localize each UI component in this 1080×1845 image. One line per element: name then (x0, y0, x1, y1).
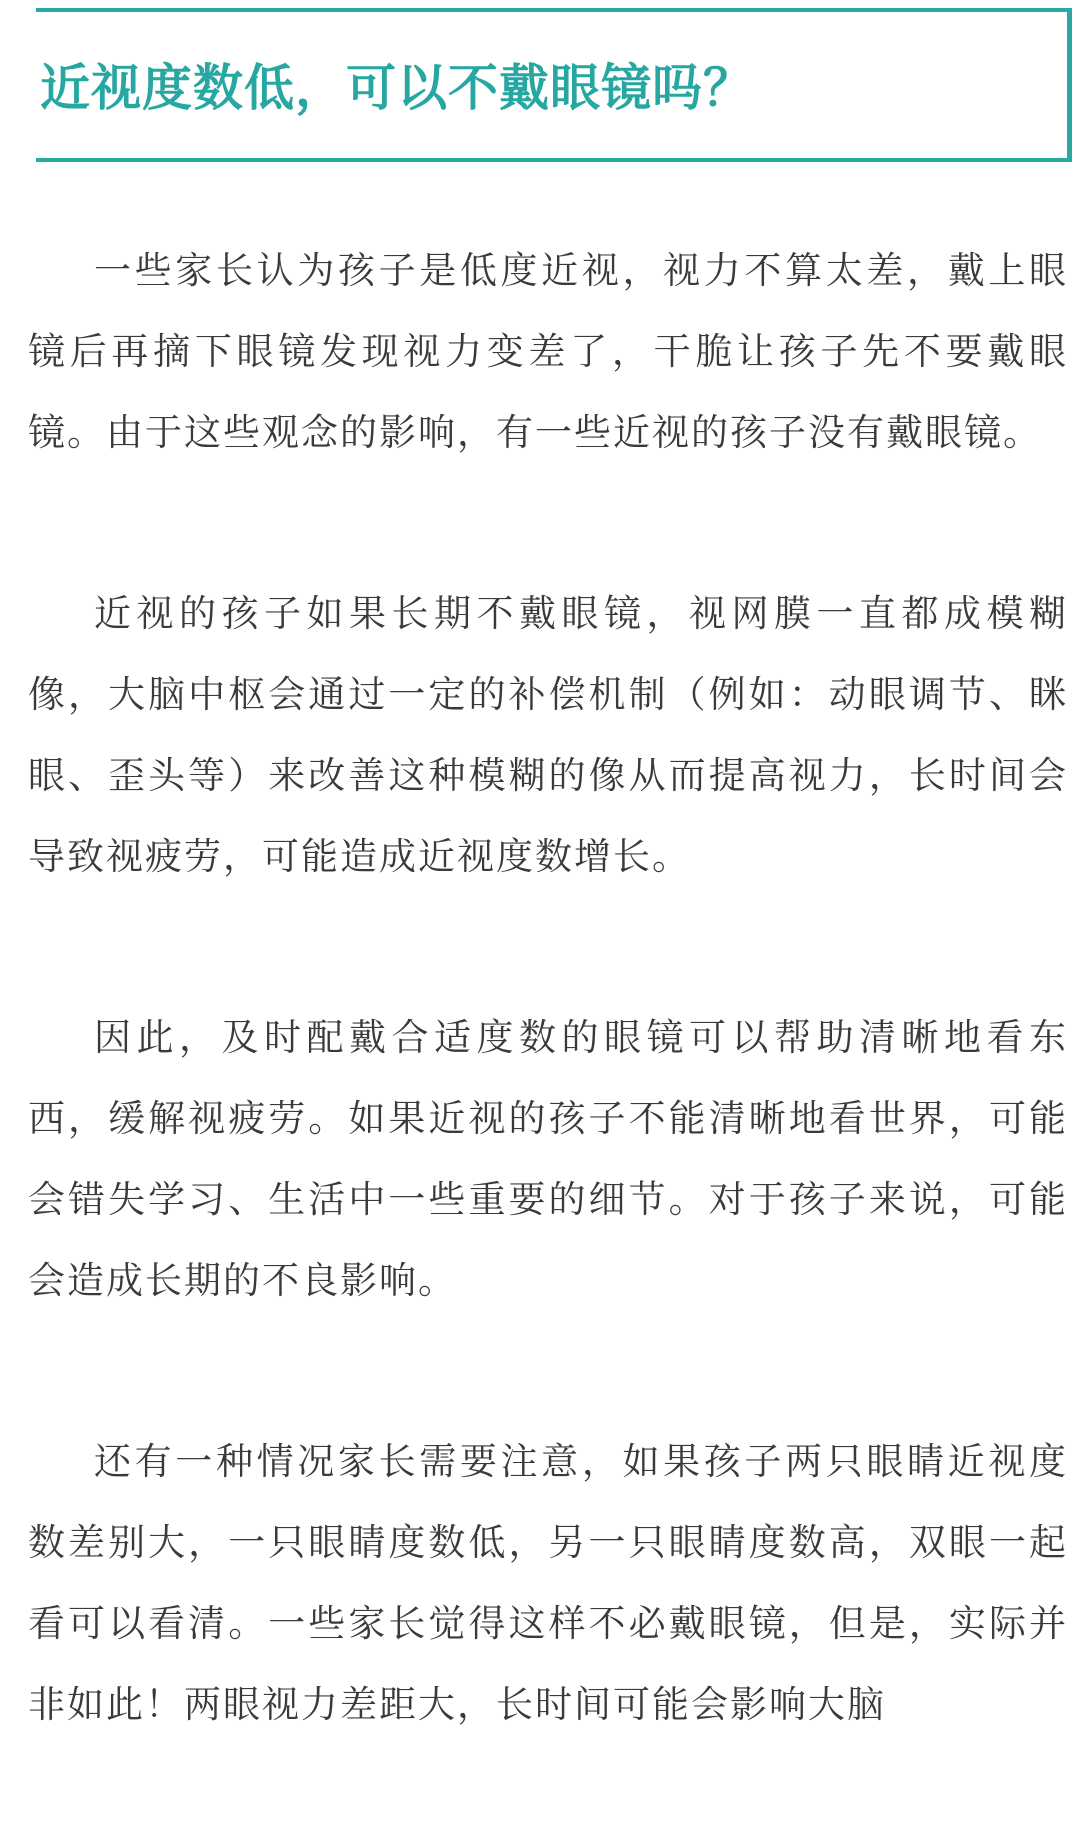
page-title: 近视度数低，可以不戴眼镜吗？ (40, 59, 754, 117)
article-body (28, 230, 1068, 1845)
title-box (36, 8, 1072, 162)
paragraph-4: 还有一种情况家长需要注意，如果孩子两只眼睛近视度数差别大，一只眼睛度数低，另一只眼睛度数高，双眼一起看可以看清。一些家长觉得这样不必戴眼镜，但是，实际并非如此！两眼视力差距大，长时间可能会影响大脑 (28, 1440, 1068, 1726)
paragraph-2: 近视的孩子如果长期不戴眼镜，视网膜一直都成模糊像，大脑中枢会通过一定的补偿机制（例如：动眼调节、眯眼、歪头等）来改善这种模糊的像从而提高视力，长时间会导致视疲劳，可能造成近视度数增长。 (28, 592, 1068, 878)
paragraph-3: 因此，及时配戴合适度数的眼镜可以帮助清晰地看东西，缓解视疲劳。如果近视的孩子不能清晰地看世界，可能会错失学习、生活中一些重要的细节。对于孩子来说，可能会造成长期的不良影响。 (28, 1016, 1068, 1302)
paragraph-1: 一些家长认为孩子是低度近视，视力不算太差，戴上眼镜后再摘下眼镜发现视力变差了，干脆让孩子先不要戴眼镜。由于这些观念的影响，有一些近视的孩子没有戴眼镜。 (28, 249, 1068, 454)
